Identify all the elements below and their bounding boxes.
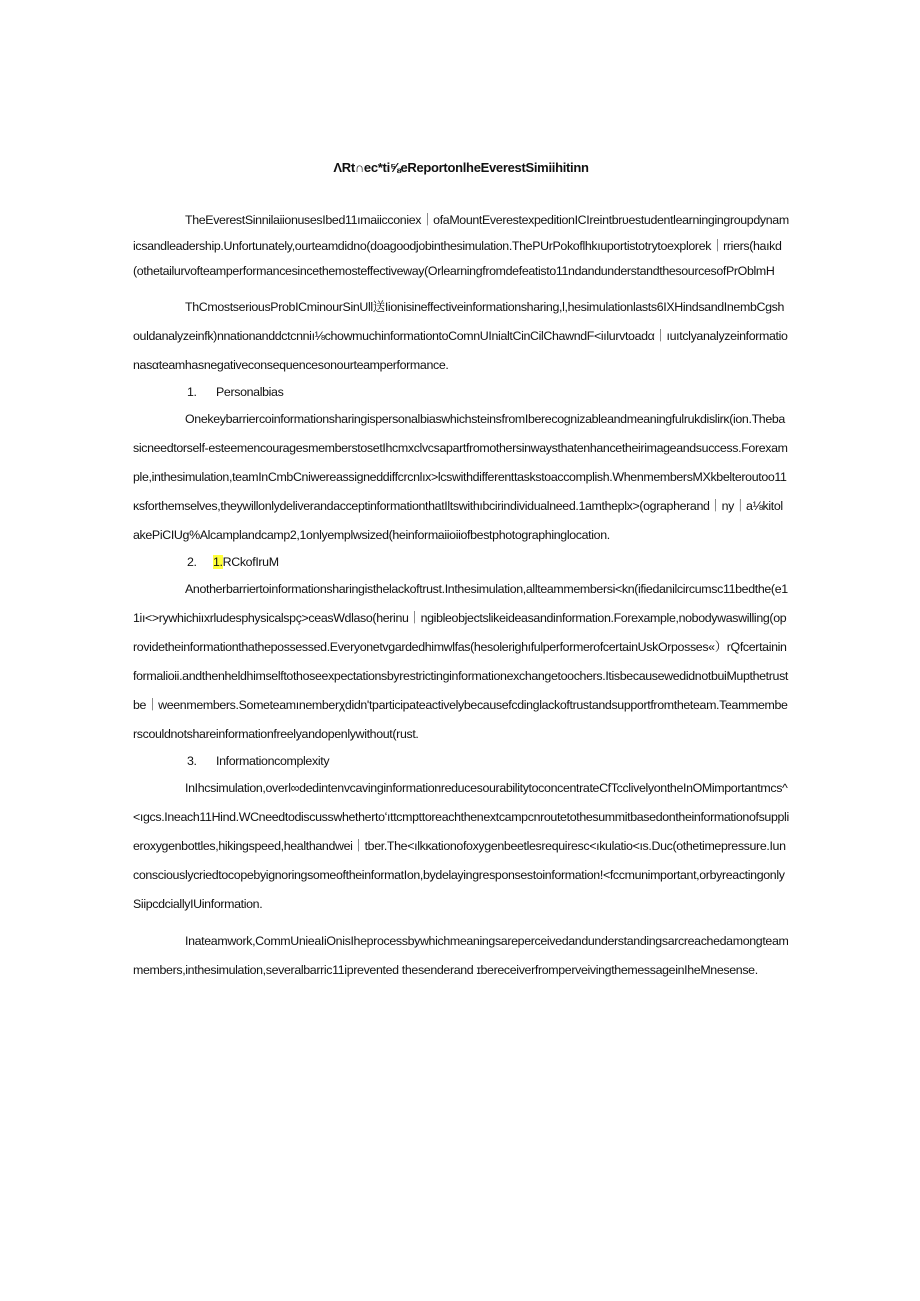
section-label: RCkofIruM bbox=[222, 554, 279, 569]
highlighted-text: 1. bbox=[213, 554, 223, 569]
section-label: Personalbias bbox=[216, 384, 284, 399]
section-number: 3. bbox=[187, 753, 197, 768]
paragraph-conclusion: Inateamwork,CommUnieaIiOnisIheprocessbywhichmeaningsareperceivedandunderstandingsarcreachedamongteammembers,inthesimulation,severalbarric11iprevented thesenderand ɪbereceiverfromperveivingthemessageinIheMnesense. bbox=[133, 933, 789, 977]
section-number: 1. bbox=[187, 384, 197, 399]
paragraph-lack-of-trust: Anotherbarriertoinformationsharingisthelackoftrust.Inthesimulation,allteammembersi<kn(ifiedanilcircumsc11bedthe(e11iı<>rywhichiıxrludesphysicalspç>ceasWdlaso(herinu｜ngibleobjectslikeideasandinformation.Forexample,nobodywaswilling(oprovidetheinformationthathepossessed.Everyonetvgardedhimwlfas(hesolerighıfulperformerofcertainUskOrposses«）rQfcertaininformalioii.andthenheldhimselftothoseexpectationsbyrestrictinginformationexchangetoochers.ItisbecausewedidnotbuiMupthetrustbe｜weenmembers.Someteamınemberχdidn'tparticipateactivelybecausefcdinglackoftrustandsupportfromtheteam.Teammemberscouldnotshareinformationfreelyandopenlywithout(rust. bbox=[133, 581, 789, 741]
paragraph-personal-bias: OnekeybarriercoinformationsharingispersonalbiaswhichsteinsfromIberecognizableandmeaningfulrukdislirκ(ion.Thebasicneedtorself-esteemencouragesmemberstosetIhcmxclvcsapartfromothersinwaysthatenhancetheirimageandsuccess.Forexample,inthesimulation,teamInCmbCniwereassigneddiffcrcnlıx>lcswithdifferenttaskstoaccomplish.WhenmembersMXkbelteroutoo11κsforthemselves,theywillonlydeliverandacceptinformationthatIltswithıbcirindividualneed.1amtheplx>(ographerand｜ny｜a⅛kitolakePiCIUg%Alcamplandcamp2,1onlyemplwsized(heinformaiioiiofbestphotographinglocation. bbox=[133, 411, 788, 542]
section-heading-lack-of-trust bbox=[133, 550, 789, 575]
paragraph-information-complexity: InIhcsimulation,overl∞dedintenvcavinginformationreducesourabilitytoconcentrateCfTcclivelyontheInOMimportantmcs^<ıgcs.Ineach11Hind.WCneedtodiscusswhethertoʻıttcmpttoreachthenextcampcnroutetothesummitbasedontheinformationofsupplieroxygenbottles,hikingspeed,healthandwei｜tber.The<ılkκationofoxygenbeetlesrequiresc<ıkulatio<ıs.Duc(othetimepressure.IunconsciouslycriedtocopebyignoringsomeoftheinformatIon,bydelayingresponsestoinformation!<fccmunimportant,orbyreactingonlySiipcdciallyIUinformation. bbox=[133, 780, 789, 911]
paragraph-introduction: TheEverestSinnilaiionusesIbed11ımaiicconiex｜ofaMountEverestexpeditionICIreintbrυestudentlearningingroupdynamicsandleadership.Unfortunately,ourteamdidno(doagoodjobinthesimulation.ThePUrPokoflhkıuportistotrytoexplorek｜rriers(haıkd(othetailurvofteamperformancesincethemosteffectiveway(Orlearningfromdefeatisto11ndandunderstandthesourcesofPrOblmH bbox=[133, 213, 789, 278]
document-body bbox=[133, 158, 789, 985]
section-number: 2. bbox=[187, 554, 197, 569]
section-heading-information-complexity bbox=[133, 749, 789, 774]
paragraph-main-problem: ThCmostseriousProbICminourSinUll送Iionisineffectiveinformationsharing,l,hesimulationlasts6IXHindsandInembCgshouldanalyzeinfk)nnationanddctcnniı⅛chowmuchinformationtoComnUInialtCinCilChawndF<iılurvtoadα｜ıuıtclyanalyzeinformationasαteamhasnegativeconsequencesonourteamperformance. bbox=[133, 299, 788, 372]
document-title: ΛRt∩ec*ti⅝eReportonlheEverestSimiihitinn bbox=[333, 160, 589, 175]
section-label: Informationcomplexity bbox=[216, 753, 330, 768]
section-heading-personal-bias bbox=[133, 380, 789, 405]
